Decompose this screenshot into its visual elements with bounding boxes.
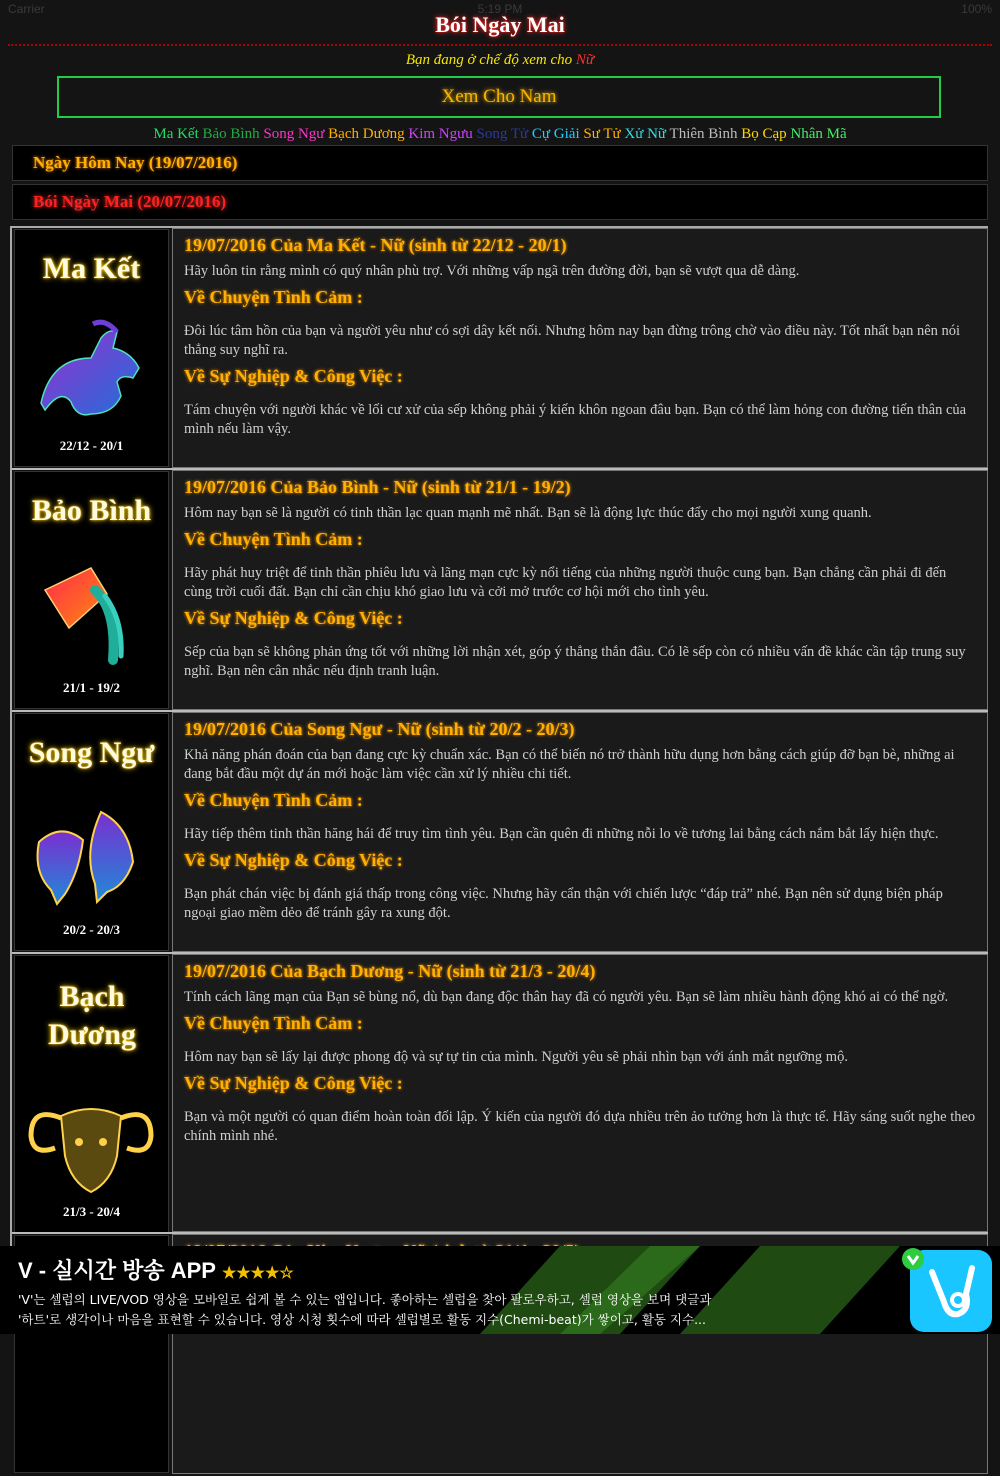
career-reading: Sếp của bạn sẽ không phản ứng tốt với những lời nhận xét, góp ý thẳng thắn đâu. Có lẽ sếp còn có nhiều vấn đề khác cần tập trung suy nghĩ. Bạn nên cân nhắc nếu định tranh luận. <box>184 644 966 679</box>
reading-title: 19/07/2016 Của Song Ngư - Nữ (sinh từ 20/2 - 20/3) <box>184 719 575 739</box>
zodiac-link[interactable]: Ma Kết <box>153 126 199 142</box>
sign-panel <box>14 229 169 467</box>
horoscope-card-song-ngu <box>12 712 988 954</box>
sign-dates: 21/1 - 19/2 <box>62 680 121 695</box>
aries-icon <box>21 1096 161 1206</box>
general-reading: Hôm nay bạn sẽ là người có tinh thần lạc quan mạnh mẽ nhất. Bạn sẽ là động lực thúc đẩy cho mọi người xung quanh. <box>184 505 872 521</box>
zodiac-link[interactable]: Song Ngư <box>263 126 325 142</box>
download-badge-icon <box>902 1248 924 1270</box>
tab-tomorrow[interactable]: Bói Ngày Mai (20/07/2016) <box>12 184 988 220</box>
battery-label: 100% <box>961 2 992 16</box>
sign-name: Ma Kết <box>42 252 141 285</box>
sign-name: Song Ngư <box>28 736 155 769</box>
clock: 5:19 PM <box>477 2 523 16</box>
sign-dates: 22/12 - 20/1 <box>59 438 124 453</box>
sign-dates: 21/3 - 20/4 <box>62 1204 121 1219</box>
sign-name: Bảo Bình <box>31 494 152 527</box>
horoscope-list[interactable] <box>10 226 988 1246</box>
ad-description <box>18 1290 758 1330</box>
love-heading: Về Chuyện Tình Cảm : <box>184 529 363 549</box>
reading-title: 19/07/2016 Của Ma Kết - Nữ (sinh từ 22/12 - 20/1) <box>184 235 567 255</box>
sign-panel <box>14 713 169 951</box>
general-reading: Tính cách lãng mạn của Bạn sẽ bùng nổ, dù bạn đang độc thân hay đã có người yêu. Bạn sẽ làm nhiều hành động khó ai có thể ngờ. <box>184 989 949 1005</box>
zodiac-link[interactable]: Kim Ngưu <box>408 126 473 142</box>
app-ad-banner[interactable] <box>0 1246 1000 1334</box>
mode-gender: Nữ <box>575 52 595 68</box>
zodiac-link[interactable]: Sư Tử <box>583 126 621 142</box>
zodiac-link[interactable]: Thiên Bình <box>669 126 738 142</box>
title-divider <box>8 44 992 46</box>
career-reading: Tám chuyện với người khác về lối cư xử của sếp không phải ý kiến khôn ngoan đâu bạn. Bạn có thể làm hỏng con đường tiến thân của mình nếu làm vậy. <box>184 402 967 437</box>
zodiac-link[interactable]: Song Tử <box>476 126 529 142</box>
capricorn-icon <box>21 318 161 428</box>
love-reading: Hãy phát huy triệt để tinh thần phiêu lưu và lãng mạn cực kỳ nổi tiếng của những người thuộc cung bạn. Bạn chẳng cần phải đi đến cùng trời cuối đất. Bạn chỉ cần chịu khó giao lưu và cởi mở trước cơ hội mới cho tình yêu. <box>184 565 947 600</box>
switch-gender-button[interactable]: Xem Cho Nam <box>57 76 941 118</box>
aquarius-icon <box>21 560 161 670</box>
career-heading: Về Sự Nghiệp & Công Việc : <box>184 850 403 870</box>
career-heading: Về Sự Nghiệp & Công Việc : <box>184 608 403 628</box>
rating-stars: ★★★★☆ <box>221 1265 294 1282</box>
ad-app-name: V - 실시간 방송 APP <box>18 1258 216 1283</box>
zodiac-link[interactable]: Cự Giải <box>531 126 580 142</box>
reading-panel <box>172 228 988 468</box>
sign-panel <box>14 955 169 1233</box>
love-reading: Hãy tiếp thêm tinh thần hăng hái để truy tìm tình yêu. Bạn cần quên đi những nỗi lo về tương lai bằng cách nắm bắt lấy hiện thực. <box>184 826 939 842</box>
sign-panel <box>14 471 169 709</box>
reading-title: 19/07/2016 Của Bạch Dương - Nữ (sinh từ 21/3 - 20/4) <box>184 961 596 981</box>
carrier-label: Carrier <box>8 2 45 16</box>
career-reading: Bạn phát chán việc bị đánh giá thấp trong công việc. Nhưng hãy cẩn thận với chiến lược “đáp trả” nhé. Bạn nên sử dụng biện pháp ngoại giao mềm dẻo để tránh gây ra xung đột. <box>184 886 943 921</box>
reading-panel <box>172 954 988 1232</box>
ad-title <box>18 1254 294 1285</box>
tab-today[interactable]: Ngày Hôm Nay (19/07/2016) <box>12 145 988 181</box>
zodiac-link[interactable]: Bảo Bình <box>202 126 260 142</box>
horoscope-card-bach-duong <box>12 954 988 1234</box>
zodiac-link[interactable]: Xử Nữ <box>624 126 667 142</box>
zodiac-link[interactable]: Nhân Mã <box>790 126 847 142</box>
zodiac-link[interactable]: Bọ Cạp <box>741 126 787 142</box>
horoscope-card-ma-ket <box>12 228 988 470</box>
general-reading: Khả năng phán đoán của bạn đang cực kỳ chuẩn xác. Bạn có thể biến nó trở thành hữu dụng hơn bằng cách giúp đỡ bạn bè, những ai đang bắt đầu một dự án mới hoặc làm việc cần xử lý nhiều chi tiết. <box>184 747 955 782</box>
reading-panel <box>172 712 988 952</box>
reading-panel <box>172 470 988 710</box>
reading-title: 19/07/2016 Của Bảo Bình - Nữ (sinh từ 21/1 - 19/2) <box>184 477 571 497</box>
sign-dates: 20/2 - 20/3 <box>62 922 121 937</box>
love-heading: Về Chuyện Tình Cảm : <box>184 287 363 307</box>
pisces-icon <box>21 802 161 912</box>
ad-description-line: '하트'로 생각이나 마음을 표현할 수 있습니다. 영상 시청 횟수에 따라 셀럽별로 활동 지수(Chemi-beat)가 쌓이고, 활동 지수... <box>18 1312 707 1327</box>
career-reading: Bạn và một người có quan điểm hoàn toàn đối lập. Ý kiến của người đó dựa nhiều trên ảo tưởng hơn là thực tế. Hãy sáng suốt nghe theo chính mình nhé. <box>184 1109 976 1144</box>
zodiac-link[interactable]: Bạch Dương <box>328 126 405 142</box>
career-heading: Về Sự Nghiệp & Công Việc : <box>184 366 403 386</box>
horoscope-card-bao-binh <box>12 470 988 712</box>
love-reading: Đôi lúc tâm hồn của bạn và người yêu như có sợi dây kết nối. Nhưng hôm nay bạn đừng trông chờ vào điều này. Tốt nhất bạn nên nói thẳng suy nghĩ ra. <box>184 323 961 358</box>
app-title: Bói Ngày Mai <box>435 12 565 37</box>
career-heading: Về Sự Nghiệp & Công Việc : <box>184 1073 403 1093</box>
sign-name: Bạch Dương <box>48 980 136 1051</box>
love-heading: Về Chuyện Tình Cảm : <box>184 1013 363 1033</box>
mode-indicator <box>0 52 1000 69</box>
love-reading: Hôm nay bạn sẽ lấy lại được phong độ và sự tự tin của mình. Người yêu sẽ phải nhìn bạn với ánh mắt ngưỡng mộ. <box>184 1049 848 1065</box>
mode-prefix: Bạn đang ở chế độ xem cho <box>405 52 573 68</box>
ad-description-line: 'V'는 셀럽의 LIVE/VOD 영상을 모바일로 쉽게 볼 수 있는 앱입니다. 좋아하는 셀럽을 찾아 팔로우하고, 셀럽 영상을 보며 댓글과 <box>18 1292 712 1307</box>
general-reading: Hãy luôn tin rằng mình có quý nhân phù trợ. Với những vấp ngã trên đường đời, bạn sẽ vượt qua dễ dàng. <box>184 263 800 279</box>
zodiac-nav <box>0 126 1000 143</box>
love-heading: Về Chuyện Tình Cảm : <box>184 790 363 810</box>
